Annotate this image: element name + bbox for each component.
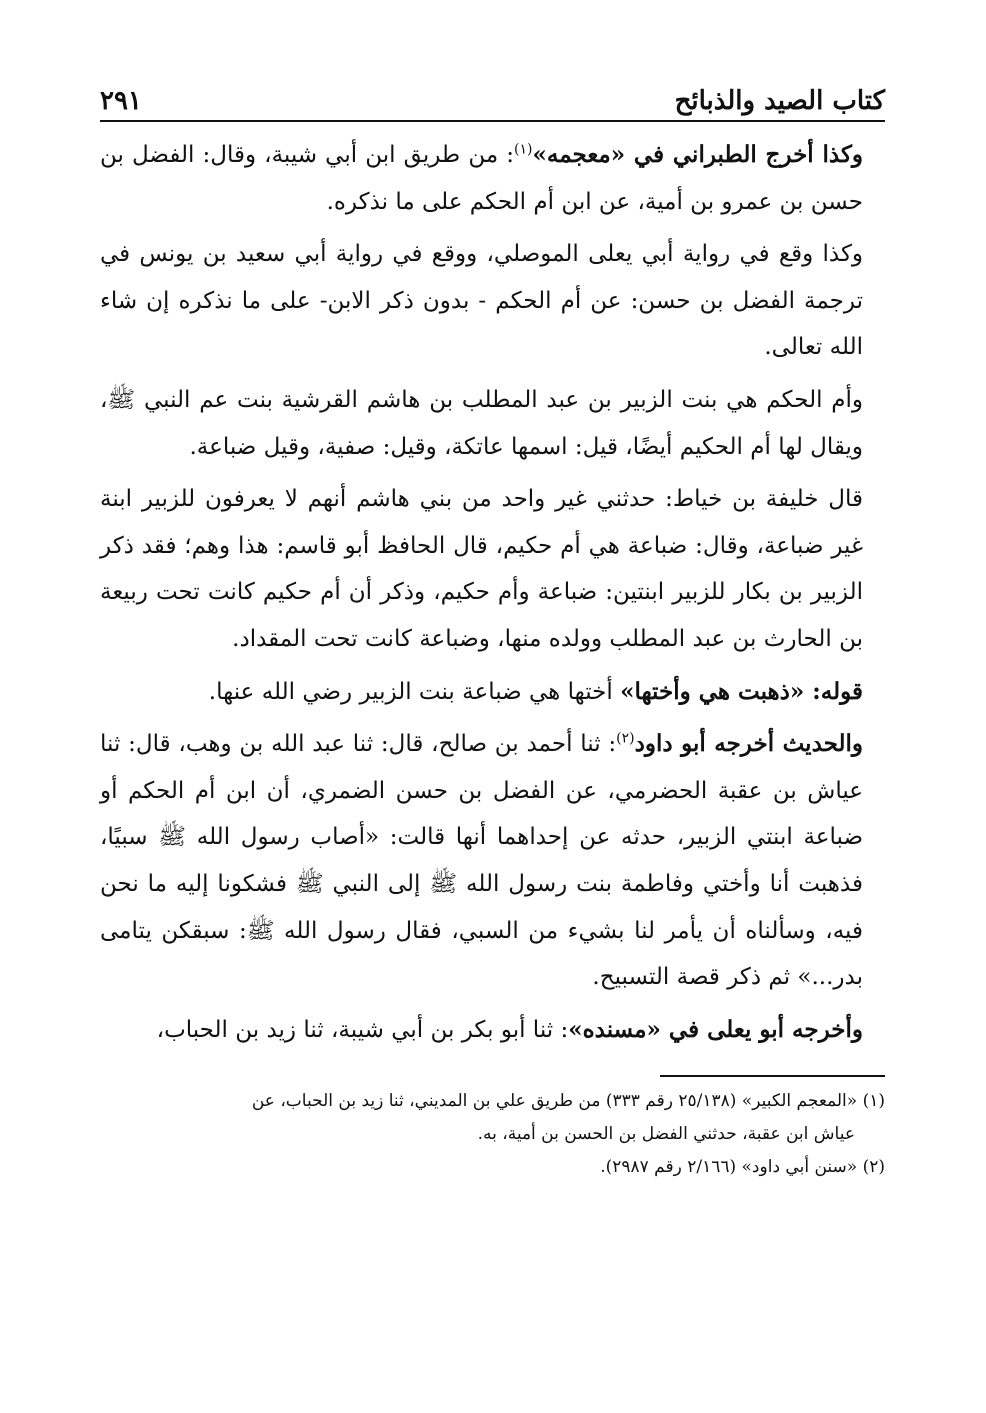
paragraph-text: وكذا وقع في رواية أبي يعلى الموصلي، ووقع في رواية أبي سعيد بن يونس في ترجمة الفضل بن حسن: عن أم الحكم - بدون ذكر الابن- على ما نذكره إن شاء الله تعالى. <box>100 241 863 361</box>
paragraph-text: : ثنا أبو بكر بن أبي شيبة، ثنا زيد بن الحباب، <box>156 1016 569 1043</box>
footnote-text: «سنن أبي داود» (٢/١٦٦ رقم ٢٩٨٧). <box>600 1157 858 1178</box>
footnote-label: (٢) <box>862 1157 885 1178</box>
paragraph-lead: وأخرجه أبو يعلى في «مسنده» <box>568 1015 863 1043</box>
page-number: ٢٩١ <box>100 86 142 116</box>
chapter-title: كتاب الصيد والذبائح <box>674 86 885 116</box>
paragraph <box>100 132 885 225</box>
footnote-text: «المعجم الكبير» (٢٥/١٣٨ رقم ٣٣٣) من طريق علي بن المديني، ثنا زيد بن الحباب، عن <box>251 1091 858 1112</box>
paragraph-lead: قوله: «ذهبت هي وأختها» <box>620 677 863 705</box>
footnote-ref: (١) <box>514 141 533 158</box>
paragraph <box>100 669 885 716</box>
footnote-text-continued: عياش ابن عقبة، حدثني الفضل بن الحسن بن أمية، به. <box>477 1124 855 1145</box>
book-page <box>100 72 885 1352</box>
footnote-label: (١) <box>862 1091 885 1112</box>
paragraph-lead: وكذا أخرج الطبراني في «معجمه» <box>532 141 863 168</box>
main-text <box>100 132 885 1184</box>
paragraph-text: وأم الحكم هي بنت الزبير بن عبد المطلب بن هاشم القرشية بنت عم النبي ﷺ، ويقال لها أم الحكيم أيضًا، قيل: اسمها عاتكة، وقيل: صفية، وقيل ضباعة. <box>100 386 863 460</box>
paragraph-lead: والحديث أخرجه أبو داود <box>634 730 863 758</box>
paragraph <box>100 231 885 371</box>
paragraph <box>100 377 885 470</box>
page-header <box>100 72 885 122</box>
footnote-ref: (٢) <box>616 730 635 747</box>
paragraph-text: قال خليفة بن خياط: حدثني غير واحد من بني هاشم أنهم لا يعرفون للزبير ابنة غير ضباعة، وقال: ضباعة هي أم حكيم، قال الحافظ أبو قاسم: هذا وهم؛ فقد ذكر الزبير بن بكار للزبير ابنتين: ضباعة وأم حكيم، وذكر أن أم حكيم كانت تحت ربيعة بن الحارث بن عبد المطلب وولده منها، وضباعة كانت تحت المقداد. <box>100 486 863 652</box>
paragraph-text: : ثنا أحمد بن صالح، قال: ثنا عبد الله بن وهب، قال: ثنا عياش بن عقبة الحضرمي، عن الفضل بن حسن الضمري، أن ابن أم الحكم أو ضباعة ابنتي الزبير، حدثه عن إحداهما أنها قالت: «أصاب رسول الله ﷺ سبيًا، فذهبت أنا وأختي وفاطمة بنت رسول الله ﷺ إلى النبي ﷺ فشكونا إليه ما نحن فيه، وسألناه أن يأمر لنا بشيء من السبي، فقال رسول الله ﷺ: سبقكن يتامى بدر...» ثم ذكر قصة التسبيح. <box>100 731 863 991</box>
footnote-divider <box>660 1075 885 1077</box>
footnote <box>100 1085 885 1151</box>
paragraph-text: أختها هي ضباعة بنت الزبير رضي الله عنها. <box>208 678 621 705</box>
footnote <box>100 1151 885 1184</box>
paragraph <box>100 1007 885 1054</box>
paragraph <box>100 476 885 662</box>
paragraph <box>100 721 885 1001</box>
paragraph-text: : من طريق ابن أبي شيبة، وقال: الفضل بن حسن بن عمرو بن أمية، عن ابن أم الحكم على ما نذكره. <box>100 142 863 215</box>
footnotes <box>100 1085 885 1184</box>
